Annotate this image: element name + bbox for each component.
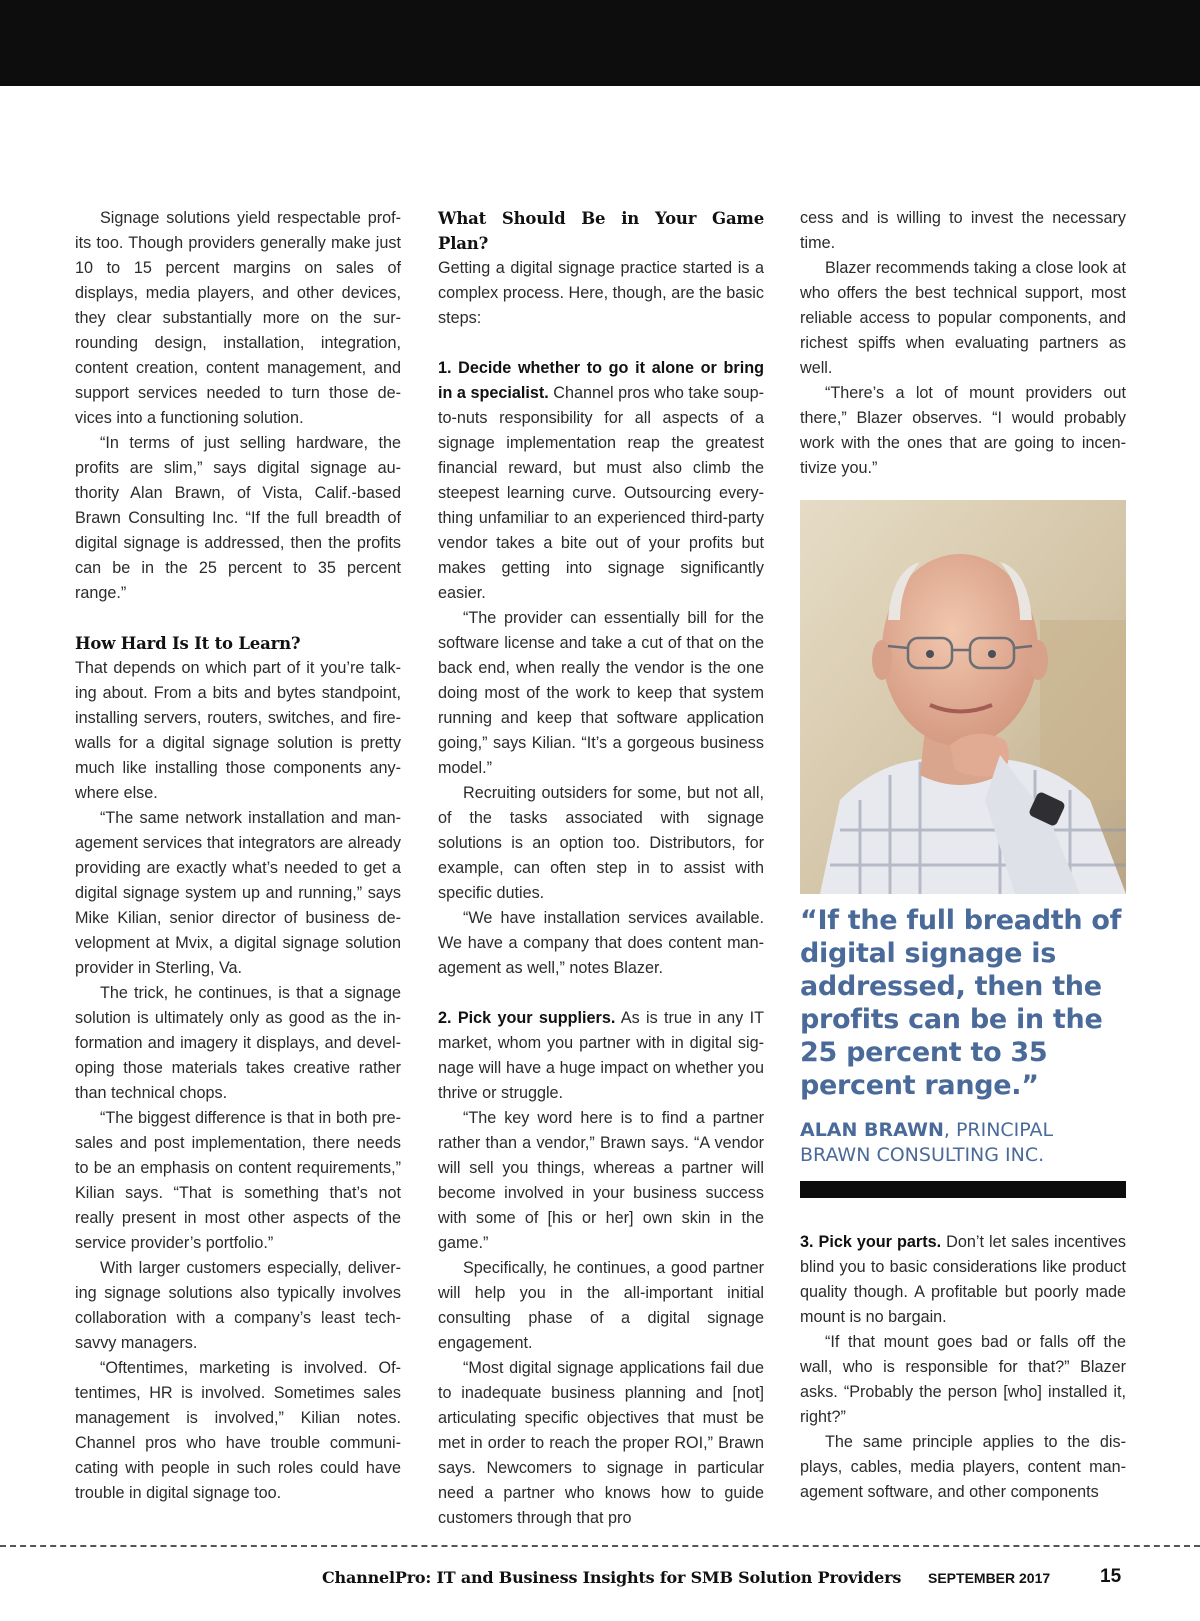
attribution-name: ALAN BRAWN	[800, 1119, 944, 1141]
step-3-lead: 3. Pick your parts.	[800, 1233, 942, 1251]
paragraph: “If that mount goes bad or falls off the wall, who is responsible for that?” Blazer asks. “Probably the person [who] installed it, right?”	[800, 1333, 1126, 1426]
top-black-bar	[0, 0, 1200, 86]
article-column-3	[800, 206, 1126, 481]
paragraph: “Oftentimes, marketing is involved. Oftentimes, HR is involved. Sometimes sales management is involved,” Kilian notes. Channel pros who have trouble communicating with people in such roles could have trouble in digital signage too.	[75, 1359, 401, 1502]
step-2-text: As is true in any IT market, whom you partner with in digital signage will have a huge impact on whether you thrive or struggle.	[438, 1009, 764, 1102]
step-2-paragraph	[438, 1006, 764, 1106]
paragraph: “The provider can essentially bill for the software license and take a cut of that on the back end, when really the vendor is the one doing most of the work to keep that system running and keep that software application going,” says Kilian. “It’s a gorgeous business model.”	[438, 609, 764, 777]
attribution-company: BRAWN CONSULTING INC.	[800, 1144, 1045, 1166]
paragraph: Blazer recommends taking a close look at who offers the best technical support, most reliable access to popular components, and richest spiffs when evaluating partners as well.	[800, 259, 1126, 377]
page-number: 15	[1100, 1566, 1122, 1587]
paragraph: “There’s a lot of mount providers out there,” Blazer observes. “I would probably work with the ones that are going to incentivize you.”	[800, 384, 1126, 477]
paragraph: cess and is willing to invest the necessary time.	[800, 209, 1126, 252]
paragraph: Getting a digital signage practice started is a complex process. Here, though, are the basic steps:	[438, 259, 764, 327]
section-heading-learn: How Hard Is It to Learn?	[75, 634, 301, 653]
article-column-3-continued	[800, 1230, 1126, 1505]
paragraph: Specifically, he continues, a good partner will help you in the all-important initial consulting phase of a digital signage engagement.	[438, 1259, 764, 1352]
portrait-photo-alan-brawn	[800, 500, 1126, 894]
paragraph: The same principle applies to the displays, cables, media players, content management software, and other components	[800, 1433, 1126, 1501]
paragraph: “The biggest difference is that in both pre-sales and post implementation, there needs to be an emphasis on content requirements,” Kilian says. “That is something that’s not really present in most other aspects of the service provider’s portfolio.”	[75, 1109, 401, 1252]
paragraph: “In terms of just selling hardware, the profits are slim,” says digital signage authority Alan Brawn, of Vista, Calif.-based Brawn Consulting Inc. “If the full breadth of digital signage is addressed, then the profits can be in the 25 percent to 35 percent range.”	[75, 434, 401, 602]
pull-quote-attribution	[800, 1118, 1130, 1168]
paragraph: That depends on which part of it you’re talking about. From a bits and bytes standpoint, installing servers, routers, switches, and firewalls for a digital signage solution is pretty much like installing those components anywhere else.	[75, 659, 401, 802]
paragraph: The trick, he continues, is that a signage solution is ultimately only as good as the information and imagery it displays, and developing those materials takes creative rather than technical chops.	[75, 984, 401, 1102]
step-2-lead: 2. Pick your suppliers.	[438, 1009, 616, 1027]
step-3-paragraph	[800, 1230, 1126, 1330]
paragraph: “We have installation services available. We have a company that does content management as well,” notes Blazer.	[438, 909, 764, 977]
step-1-lead: 1. Decide whether to go it alone or bring in a specialist.	[438, 359, 764, 402]
footer-dashed-rule	[0, 1545, 1200, 1547]
step-1-text: Channel pros who take soup-to-nuts responsibility for all aspects of a signage implementation reap the greatest financial reward, but must also climb the steepest learning curve. Outsourcing everything unfamiliar to an experienced third-party vendor takes a bite out of your profits but makes getting into signage significantly easier.	[438, 384, 765, 602]
paragraph: “The key word here is to find a partner rather than a vendor,” Brawn says. “A vendor will sell you things, whereas a partner will become involved in your business success with some of [his or her] own skin in the game.”	[438, 1109, 764, 1252]
pull-quote: “If the full breadth of digital signage is addressed, then the profits can be in the 25 percent to 35 percent range.”	[800, 905, 1122, 1101]
paragraph: Recruiting outsiders for some, but not all, of the tasks associated with signage solutions is an option too. Distributors, for example, can often step in to assist with specific duties.	[438, 784, 764, 902]
paragraph: “Most digital signage applications fail due to inadequate business planning and [not] articulating specific objectives that must be met in order to reach the proper ROI,” Brawn says. Newcomers to signage in particular need a partner who knows how to guide customers through that pro	[438, 1359, 764, 1527]
attribution-title: , PRINCIPAL	[943, 1119, 1054, 1141]
black-divider-bar	[800, 1181, 1126, 1198]
article-column-2	[438, 206, 764, 1531]
paragraph: With larger customers especially, delivering signage solutions also typically involves collaboration with a company’s least tech-savvy managers.	[75, 1259, 401, 1352]
paragraph: Signage solutions yield respectable profits too. Though providers generally make just 10 to 15 percent margins on sales of displays, media players, and other devices, they clear substantially more on the surrounding design, installation, integration, content creation, content management, and support services needed to turn those devices into a functioning solution.	[75, 209, 401, 427]
section-heading-game-plan: What Should Be in Your Game Plan?	[438, 209, 764, 253]
footer-publication: ChannelPro: IT and Business Insights for SMB Solution Providers	[322, 1568, 902, 1587]
step-3-text: Don’t let sales incentives blind you to basic considerations like product quality though. A profitable but poorly made mount is no bargain.	[800, 1233, 1126, 1326]
paragraph: “The same network installation and management services that integrators are already providing are exactly what’s needed to get a digital signage system up and running,” says Mike Kilian, senior director of business development at Mvix, a digital signage solution provider in Sterling, Va.	[75, 809, 401, 977]
article-column-1	[75, 206, 401, 1506]
step-1-paragraph	[438, 356, 764, 606]
footer-date: SEPTEMBER 2017	[928, 1570, 1051, 1586]
